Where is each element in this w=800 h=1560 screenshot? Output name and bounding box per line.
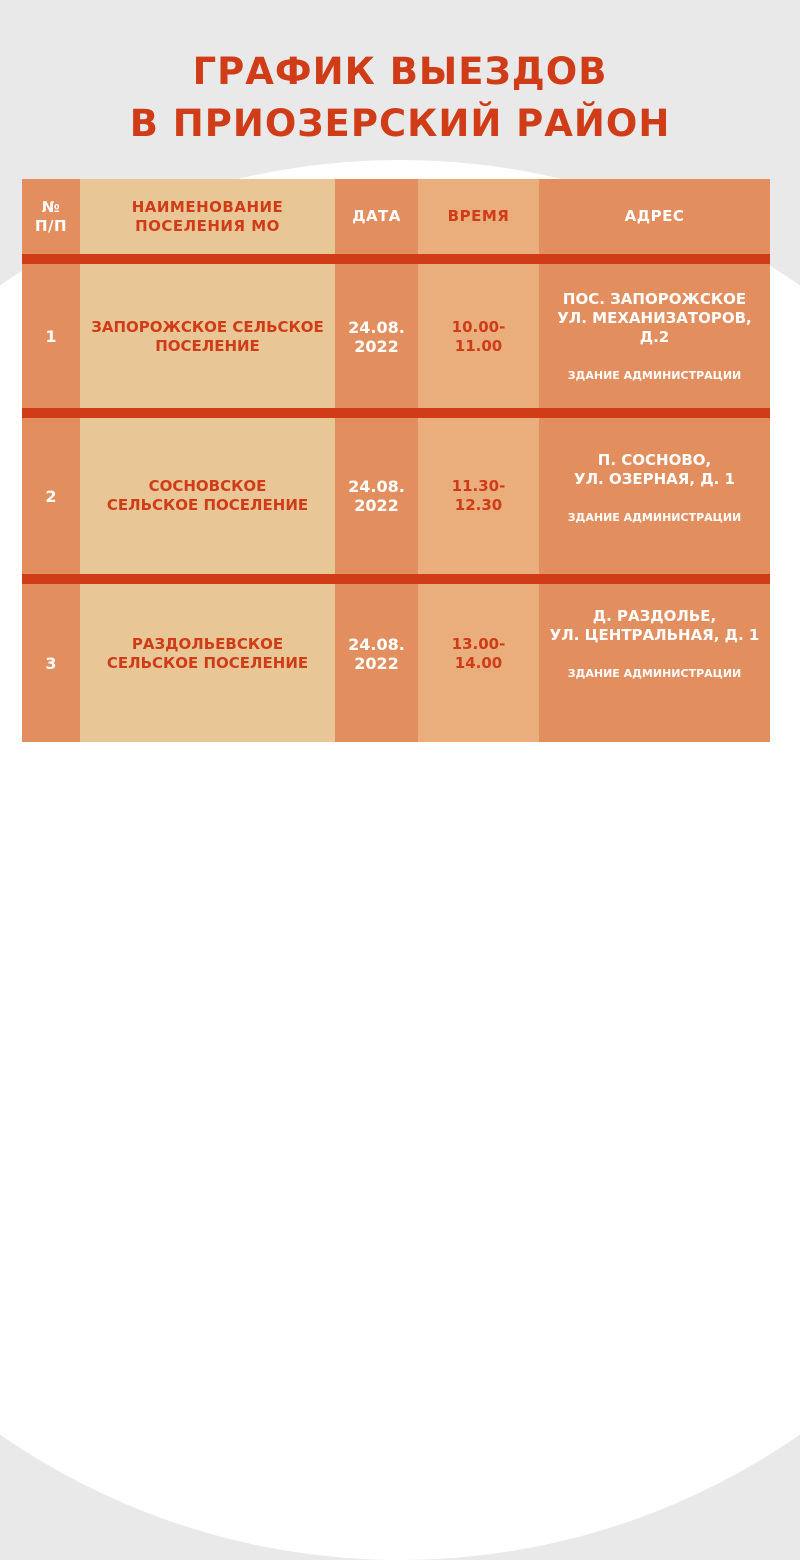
header-date: ДАТА (352, 207, 401, 225)
address-line-2: УЛ. ОЗЕРНАЯ, Д. 1 (574, 470, 735, 488)
visit-date-line-2: 2022 (354, 496, 399, 515)
visit-time (418, 418, 539, 574)
visit-time (418, 584, 539, 724)
visit-time-line-2: 12.30 (454, 496, 503, 514)
row-number: 2 (45, 486, 57, 506)
row-divider (22, 408, 770, 418)
settlement-name-line-1: СОСНОВСКОЕ (148, 477, 267, 495)
address-line-3: Д.2 (639, 328, 670, 346)
visit-address (539, 451, 770, 489)
address-note: ЗДАНИЕ АДМИНИСТРАЦИИ (567, 369, 742, 382)
visit-date-line-1: 24.08. (348, 317, 405, 337)
visit-date-line-1: 24.08. (348, 635, 405, 654)
visit-address (539, 290, 770, 347)
title-line-1: ГРАФИК ВЫЕЗДОВ (192, 50, 608, 93)
visit-time-line-2: 14.00 (454, 654, 503, 672)
visit-time-line-1: 11.30- (451, 477, 506, 495)
address-note: ЗДАНИЕ АДМИНИСТРАЦИИ (567, 511, 742, 524)
visit-date-line-2: 2022 (354, 654, 399, 673)
address-line-2: УЛ. МЕХАНИЗАТОРОВ, (557, 309, 752, 327)
schedule-table (22, 179, 770, 742)
row-divider (22, 254, 770, 264)
visit-time-line-1: 13.00- (451, 635, 506, 653)
row-number: 1 (45, 327, 57, 346)
visit-date-line-1: 24.08. (348, 477, 405, 496)
settlement-name-line-2: ПОСЕЛЕНИЕ (155, 336, 260, 355)
header-settlement (80, 179, 335, 254)
address-note: ЗДАНИЕ АДМИНИСТРАЦИИ (567, 667, 742, 680)
settlement-name-line-2: СЕЛЬСКОЕ ПОСЕЛЕНИЕ (106, 496, 309, 514)
title-line-2: В ПРИОЗЕРСКИЙ РАЙОН (129, 102, 671, 145)
settlement-name-line-2: СЕЛЬСКОЕ ПОСЕЛЕНИЕ (106, 654, 309, 672)
header-time: ВРЕМЯ (447, 207, 510, 225)
page-title (0, 46, 800, 150)
settlement-name (80, 584, 335, 724)
header-settlement-line-1: НАИМЕНОВАНИЕ (131, 197, 284, 216)
settlement-name (80, 418, 335, 574)
settlement-name-line-1: РАЗДОЛЬЕВСКОЕ (131, 635, 284, 653)
visit-time-line-1: 10.00- (451, 317, 506, 336)
row-number: 3 (45, 653, 57, 673)
visit-date (335, 264, 418, 409)
visit-date (335, 418, 418, 574)
settlement-name (80, 264, 335, 409)
header-number-line-2: П/П (34, 216, 68, 235)
header-settlement-line-2: ПОСЕЛЕНИЯ МО (135, 216, 280, 235)
header-number (22, 179, 80, 254)
header-number-line-1: № (41, 197, 61, 216)
address-line-1: П. СОСНОВО, (597, 451, 712, 469)
visit-time-line-2: 11.00 (454, 336, 503, 355)
address-line-1: Д. РАЗДОЛЬЕ, (592, 607, 717, 625)
visit-address (539, 607, 770, 645)
visit-time (418, 264, 539, 409)
row-divider (22, 574, 770, 584)
address-line-1: ПОС. ЗАПОРОЖСКОЕ (562, 290, 747, 308)
header-address: АДРЕС (624, 207, 685, 225)
settlement-name-line-1: ЗАПОРОЖСКОЕ СЕЛЬСКОЕ (91, 317, 324, 336)
address-line-2: УЛ. ЦЕНТРАЛЬНАЯ, Д. 1 (549, 626, 760, 644)
visit-date (335, 584, 418, 724)
visit-date-line-2: 2022 (354, 336, 399, 356)
